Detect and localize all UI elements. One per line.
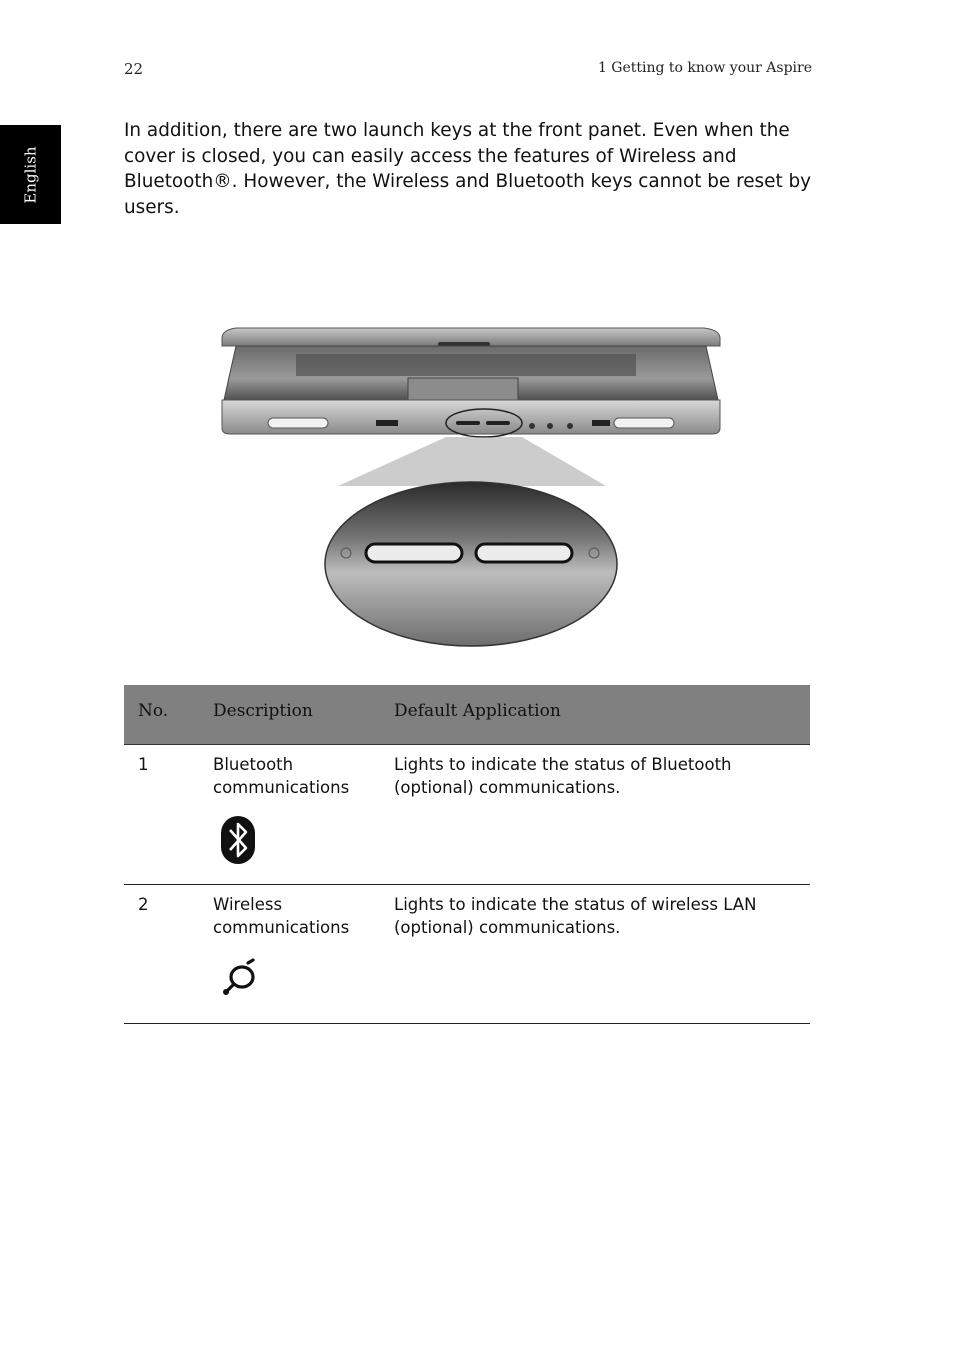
row-number: 1 (138, 755, 149, 774)
header-no: No. (138, 701, 169, 721)
language-tab (0, 125, 61, 224)
table-header (124, 685, 810, 745)
wireless-icon (220, 957, 260, 997)
laptop-front-illustration (176, 300, 736, 660)
row-application: Lights to indicate the status of Bluetooth (optional) communications. (394, 755, 732, 797)
language-tab-label: English (21, 145, 40, 204)
header-description: Description (213, 701, 313, 721)
bluetooth-icon (220, 815, 256, 865)
launch-keys-table (124, 685, 810, 1024)
row-number: 2 (138, 895, 149, 914)
table-row (124, 745, 810, 885)
row-application: Lights to indicate the status of wireless LAN (optional) communications. (394, 895, 757, 937)
intro-paragraph: In addition, there are two launch keys at the front panet. Even when the cover is closed, you can easily access the features of Wireless and Bluetooth®. However, the Wireless and Bluetooth keys cannot be reset by users. (124, 120, 812, 219)
table-row (124, 885, 810, 1024)
row-description: Bluetooth communications (213, 755, 350, 797)
header-default-application: Default Application (394, 701, 561, 721)
chapter-title: 1 Getting to know your Aspire (597, 60, 812, 76)
page-number: 22 (124, 60, 144, 78)
row-description: Wireless communications (213, 895, 350, 937)
